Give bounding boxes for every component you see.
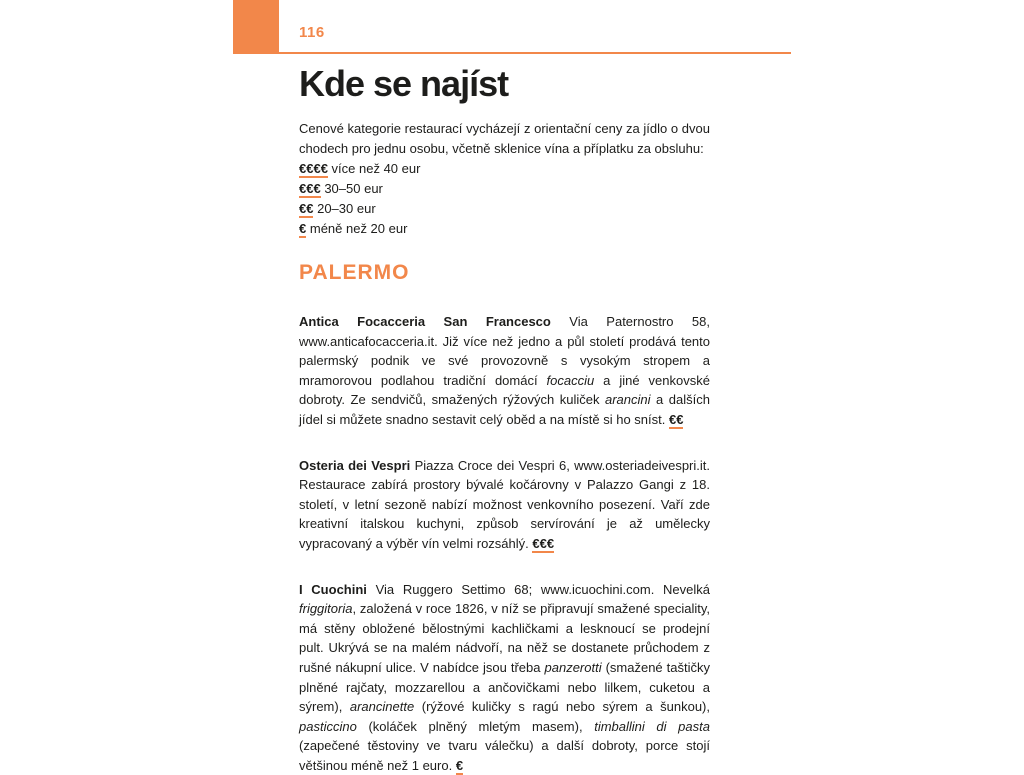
price-category — [299, 199, 710, 219]
price-symbol: €€ — [299, 201, 314, 216]
entry-text: a dalších jídel si můžete snadno sestavit celý oběd a na místě si ho sníst. — [299, 392, 710, 427]
header-rule — [279, 52, 791, 54]
entry-italic: focacciu — [546, 372, 595, 388]
price-category — [299, 159, 710, 179]
entry-text: Via Ruggero Settimo 68; www.icuochini.com. Nevelká — [366, 581, 710, 597]
price-label: více než 40 eur — [331, 161, 421, 176]
entry-text: (koláček plněný mletým masem), — [356, 718, 595, 734]
price-rating: €€€ — [532, 535, 555, 551]
price-label: méně než 20 eur — [309, 221, 408, 236]
entry-text: (rýžové kuličky s ragú nebo sýrem a šunkou), — [414, 699, 711, 715]
entry-text: a jiné venkovské dobroty. Ze sendvičů, smažených rýžových kuliček — [299, 372, 710, 408]
price-rating: € — [455, 757, 464, 773]
intro-block — [299, 119, 710, 239]
entry-italic: pasticcino — [299, 718, 357, 734]
entry-italic: timballini di pasta — [594, 718, 710, 734]
entry-italic: arancini — [605, 392, 651, 408]
price-label: 20–30 eur — [317, 201, 376, 216]
section-heading-palermo: PALERMO — [299, 261, 410, 284]
intro-text: Cenové kategorie restaurací vycházejí z orientační ceny za jídlo o dvou chodech pro jednu osobu, včetně sklenice vína a příplatku za obsluhu: — [299, 121, 710, 156]
restaurant-name: Antica Focacceria San Francesco — [299, 314, 551, 329]
restaurant-name: I Cuochini — [299, 581, 367, 597]
page-title: Kde se najíst — [299, 63, 509, 104]
restaurant-entry — [299, 456, 710, 554]
restaurant-entry — [299, 580, 710, 775]
entry-italic: arancinette — [349, 699, 415, 715]
restaurant-entry — [299, 312, 710, 430]
entry-text: , založená v roce 1826, v níž se připravují smažené speciality, má stěny obložené bělostnými kachličkami a lesknoucí se prodejní pult. Ukrývá se na malém nádvoří, na něž se dostanete průchodem z rušné nákupní ulice. V nabídce jsou třeba — [299, 601, 710, 675]
price-category — [299, 179, 710, 199]
entry-text: Via Paternostro 58, www.anticafocacceria.it. Již více než jedno a půl století prodává tento palermský podnik ve své provozovně s vysokým stropem a mramorovou podlahou tradiční domácí — [299, 314, 711, 388]
price-rating: €€ — [668, 411, 684, 427]
entry-text: (smažené taštičky plněné rajčaty, mozzarellou a ančovičkami nebo lilkem, cuketou a sýrem), — [299, 659, 710, 715]
entry-italic: panzerotti — [544, 659, 602, 675]
price-category — [299, 219, 710, 239]
entry-text: (zapečené těstoviny ve tvaru válečku) a další dobroty, porce stojí většinou méně než 1 euro. — [299, 738, 710, 773]
page-tab-marker — [233, 0, 279, 54]
price-label: 30–50 eur — [324, 181, 383, 196]
page-content — [299, 62, 710, 775]
entry-text: Piazza Croce dei Vespri 6, www.osteriadeivespri.it. Restaurace zabírá prostory bývalé kočárovny v Palazzo Gangi z 18. století, v letní sezoně nabízí možnost venkovního posezení. Vaří zde kreativní italskou kuchyni, způsob servírování je až umělecky vypracovaný a výběr vín velmi rozsáhlý. — [299, 457, 710, 551]
page-number: 116 — [299, 24, 325, 41]
restaurant-name: Osteria dei Vespri — [299, 457, 411, 473]
entry-italic: friggitoria — [299, 601, 353, 617]
price-symbol: € — [299, 221, 307, 236]
price-symbol: €€€€ — [299, 161, 328, 176]
price-symbol: €€€ — [299, 181, 321, 196]
